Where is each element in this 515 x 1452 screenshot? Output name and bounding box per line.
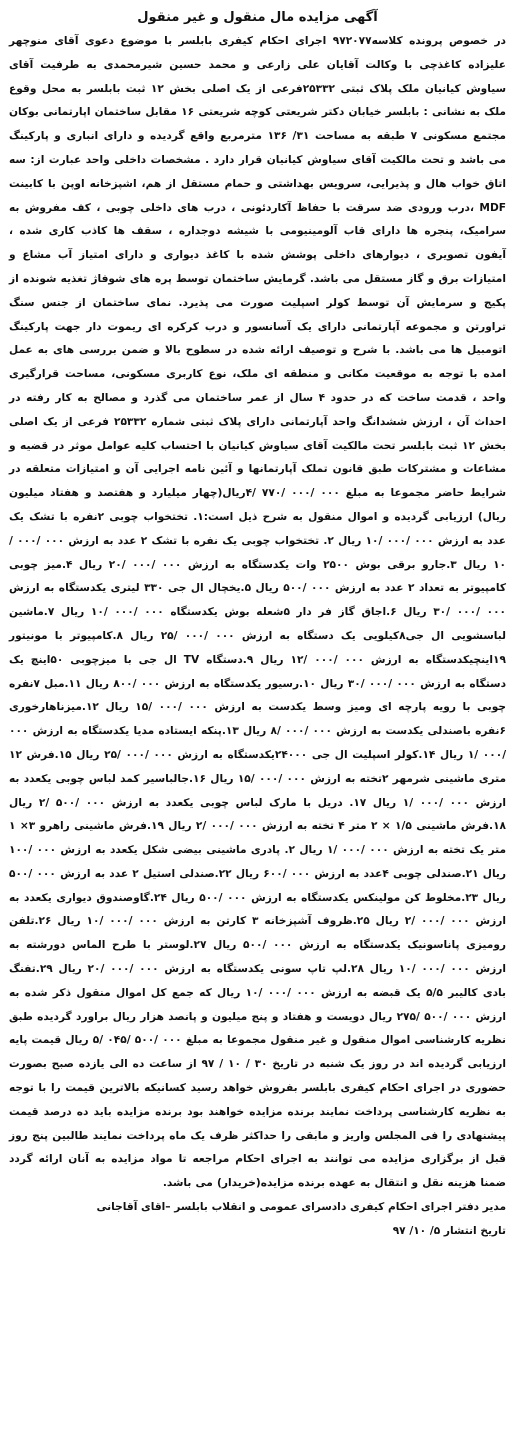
notice-body: در خصوص پرونده کلاسه۹۷۲۰۷۷ اجرای احکام کیفری بابلسر با موضوع دعوی آقای منوچهر علیزاده کاغذچی با وکالت آقایان علی زارعی و محمد حسین شیرمحمدی به طرفیت آقای سیاوش کیانیان ملک پلاک ثبتی ۲۵۳۳۲فرعی از یک اصلی بخش ۱۲ ثبت بابلسر به محل وقوع ملک به نشانی : بابلسر خیابان دکتر شریعتی کوچه شریعتی ۱۶ مقابل ساختمان اپارتمانی بوکان مجتمع مسکونی ۷ طبقه به مساحت ۳۱/ ۱۳۶ مترمربع واقع گردیده و دارای انباری و پارکینگ می باشد و تحت مالکیت آقای سیاوش کیانیان قرار دارد . مشخصات داخلی واحد عبارت از: سه اتاق خواب هال و پذیرایی، سرویس بهداشتی و حمام مستقل از هم، اشپزخانه اوپن با کابینت MDF ،درب ورودی ضد سرقت با حفاظ آکاردئونی ، درب های داخلی چوبی ، کف مفروش به سرامیک، پنجره ها دارای قاب آلومینیومی با شیشه دوجداره ، سقف ها کاذب کاری شده ، آیفون تصویری ، دیوارهای داخلی پوشش شده با کاغذ دیواری و دارای امتیاز آب مشاع و امتیازات برق و گاز مستقل می باشد. گرمایش ساختمان توسط پره های شوفاژ تغذیه شونده از پکیج و سرمایش آن توسط کولر اسپلیت صورت می پذیرد. نمای ساختمان از جنس سنگ تراورتن و مجموعه آپارتمانی دارای یک آسانسور و درب کرکره ای ریموت دار جهت پارکینگ اتومبیل ها می باشد. با شرح و توصیف ارائه شده در سطوح بالا و ضمن بررسی های به عمل امده با توجه به موقعیت مکانی و منطقه ای ملک، نوع کاربری مسکونی، مساحت قرارگیری واحد ، قدمت ساخت که در حدود ۴ سال از عمر ساختمان می گذرد و مصالح به کار رفته در احداث آن ، ارزش ششدانگ واحد آپارتمانی دارای پلاک ثبتی شماره ۲۵۳۳۲ فرعی از یک اصلی بخش ۱۲ ثبت بابلسر تحت مالکیت آقای سیاوش کیانیان با احتساب کلیه عوامل موثر در قضیه و مشاعات و مشترکات طبق قانون تملک آپارتمانها و آئین نامه اجرایی آن و امتیازات متعلقه در شرایط حاضر مجموعا به مبلغ ۰۰۰ /۰۰۰ /۷۷۰ /۴ریال(چهار میلیارد و هفتصد و هفتاد میلیون ریال) ارزیابی گردیده و اموال منقول به شرح ذیل است:۱. تختخواب چوبی ۲نفره با تشک یک عدد به ارزش ۰۰۰ /۰۰۰ /۱۰ ریال ۲. تختخواب چوبی یک نفره با تشک ۲ عدد به ارزش ۰۰۰ /۰۰۰ /۱۰ ریال ۳.جارو برقی بوش ۲۵۰۰ وات یکدستگاه به ارزش ۰۰۰ /۰۰۰ /۲۰ ریال ۴.میز چوبی کامپیوتر به تعداد ۲ عدد به ارزش ۰۰۰ /۵۰۰ ریال ۵.یخچال ال جی ۳۳۰ لیتری یکدستگاه به ارزش ۰۰۰ /۰۰۰ /۳۰ ریال ۶.اجاق گاز فر دار ۵شعله بوش یکدستگاه ۰۰۰ /۰۰۰ /۱۰ ریال ۷.ماشین لباسشویی ال جی۸کیلویی یک دستگاه به ارزش ۰۰۰ /۰۰۰ /۲۵ ریال ۸.کامپیوتر با مونیتور ۱۹اینچیکدستگاه به ارزش ۰۰۰ /۰۰۰ /۱۲ ریال ۹.دستگاه TV ال جی با میزچوبی ۵۰اینچ یک دستگاه به ارزش ۰۰۰ /۰۰۰ /۳۰ ریال ۱۰.رسیور یکدستگاه به ارزش ۰۰۰ /۸۰۰ ریال ۱۱.مبل ۷نفره چوبی با رویه پارچه ای ومیز وسط یکدست به ارزش ۰۰۰ /۰۰۰ /۱۵ ریال ۱۲.میزناهارخوری ۶نفره باصندلی یکدست به ارزش ۰۰۰ /۰۰۰ /۸ ریال ۱۳.پنکه ایستاده مدیا یکدستگاه به ارزش ۰۰۰ /۰۰۰ /۱ ریال ۱۴.کولر اسپلیت ال جی ۲۴۰۰۰یکدستگاه به ارزش ۰۰۰ /۰۰۰ /۲۵ ریال ۱۵.فرش ۱۲ متری ماشینی شرمهر ۲تخته به ارزش ۰۰۰ /۰۰۰ /۱۵ ریال ۱۶.جالباسیر کمد لباس چوبی یکعدد به ارزش ۰۰۰ /۰۰۰ /۱ ریال ۱۷. دریل با مارک لباس چوبی یکعدد به ارزش ۰۰۰ /۵۰۰ /۲ ریال ۱۸.فرش ماشینی ۱/۵ × ۲ متر ۴ تخته به ارزش ۰۰۰ /۰۰۰ /۲ ریال ۱۹.فرش ماشینی راهرو ۳× ۱ متر یک تخته به ارزش ۰۰۰ /۰۰۰ /۱ ریال ۲. پادری ماشینی بیضی شکل یکعدد به ارزش ۰۰۰ /۱۰۰ ریال ۲۱.صندلی چوبی ۴عدد به ارزش ۰۰۰ /۶۰۰ ریال ۲۲.صندلی استیل ۲ عدد به ارزش ۰۰۰ /۵۰۰ ریال ۲۳.مخلوط کن مولینکس یکدستگاه به ارزش ۰۰۰ /۵۰۰ ریال ۲۴.گاوصندوق دیواری یکعدد به ارزش ۰۰۰ /۰۰۰ /۲ ریال ۲۵.ظروف آشپزخانه ۳ کارتن به ارزش ۰۰۰ /۰۰۰ /۱۰ ریال ۲۶.تلفن رومیزی پاناسونیک یکدستگاه به ارزش ۰۰۰ /۵۰۰ ریال ۲۷.لوستر با طرح الماس دورشته به ارزش ۰۰۰ /۰۰۰ /۱۰ ریال ۲۸.لپ تاپ سونی یکدستگاه به ارزش ۰۰۰ /۰۰۰ /۲۰ ریال ۲۹.تفنگ بادی کالیبر ۵/۵ یک قبضه به ارزش ۰۰۰ /۰۰۰ /۱۰ ریال که جمع کل اموال منقول ذکر شده به ارزش ۰۰۰ /۵۰۰ /۲۷۵ ریال دویست و هفتاد و پنج میلیون و پانصد هزار ریال براورد گردیده طبق نظریه کارشناسی اموال منقول و غیر منقول مجموعا به مبلغ ۰۰۰ /۵۰۰ /۰۴۵ /۵ ریال قیمت پایه ارزیابی گردیده اند در روز یک شنبه در تاریخ ۳۰ / ۱۰ / ۹۷ از ساعت ده الی یازده صبح بصورت حضوری در اجرای احکام کیفری بابلسر بفروش خواهد رسید کسانیکه بالاترین قیمت را با توجه به نظریه کارشناسی پرداخت نمایند برنده مزایده خواهند بود برنده مزایده باید ده درصد قیمت پیشنهادی را فی المجلس واریز و مابقی را حداکثر ظرف یک ماه پرداخت نمایند طالبین پنج روز قبل از برگزاری مزایده می توانند به اجرای احکام مراجعه تا مواد مزایده به آنان ارائه گردد ضمنا هزینه نقل و انتقال به عهده برنده مزایده(خریدار) می باشد. [9, 35, 507, 1190]
notice-title: آگهی مزایده مال منقول و غیر منقول [137, 10, 378, 25]
notice-signature: مدیر دفتر اجرای احکام کیفری دادسرای عمومی و انقلاب بابلسر –اقای آقاجانی [96, 1201, 506, 1214]
publish-date: تاریخ انتشار ۵/ ۱۰/ ۹۷ [392, 1224, 506, 1237]
